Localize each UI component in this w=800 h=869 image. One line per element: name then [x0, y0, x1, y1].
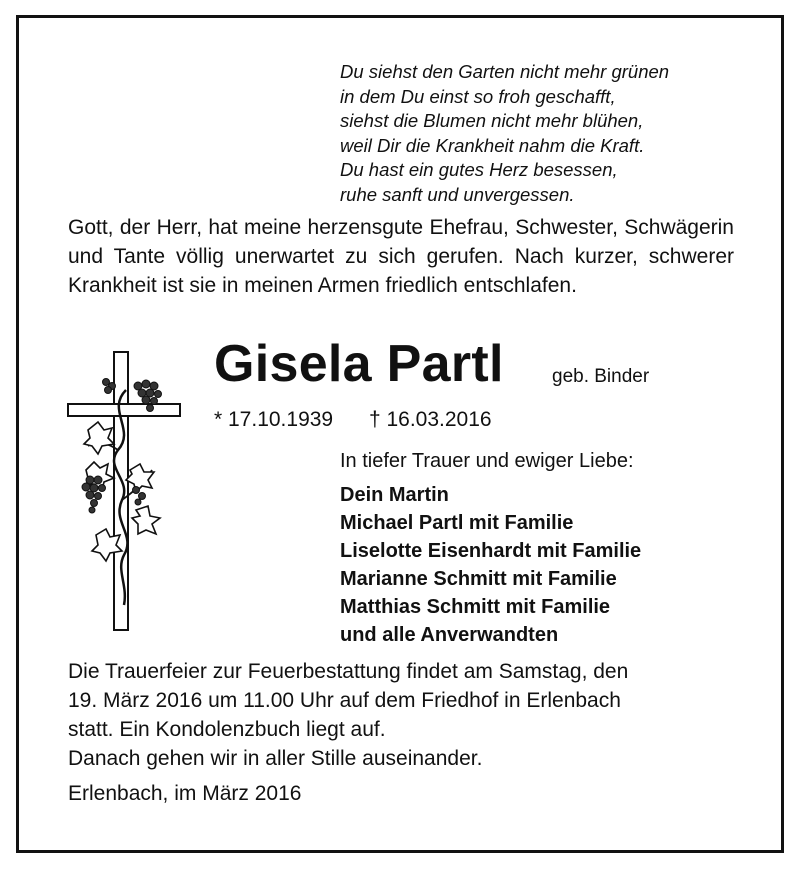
poem-line: siehst die Blumen nicht mehr blühen,: [340, 110, 644, 131]
service-line: Die Trauerfeier zur Feuerbestattung findet am Samstag, den: [68, 660, 629, 683]
poem-line: weil Dir die Krankheit nahm die Kraft.: [340, 134, 645, 156]
service-line: 19. März 2016 um 11.00 Uhr auf dem Friedhof in Erlenbach: [68, 689, 621, 712]
mourning-line: In tiefer Trauer und ewiger Liebe:: [340, 450, 634, 472]
family-member: Dein Martin: [340, 484, 449, 506]
poem: [340, 60, 669, 207]
family-member: und alle Anverwandten: [340, 624, 559, 646]
poem-line: ruhe sanft und unvergessen.: [340, 183, 575, 205]
service-line: statt. Ein Kondolenzbuch liegt auf.: [68, 718, 386, 741]
maiden-name: geb. Binder: [552, 366, 650, 387]
place-date: Erlenbach, im März 2016: [68, 782, 302, 805]
family-list: [340, 481, 641, 649]
service-info: [68, 657, 734, 773]
poem-line: Du siehst den Garten nicht mehr grünen: [340, 61, 670, 82]
intro-text: Gott, der Herr, hat meine herzensgute Ehefrau, Schwester, Schwägerin und Tante völlig unerwartet zu sich gerufen. Nach kurzer, schwerer Krankheit ist sie in meinen Armen friedlich entschlafen.: [68, 216, 734, 297]
poem-line: in dem Du einst so froh geschafft,: [340, 85, 616, 107]
family-member: Marianne Schmitt mit Familie: [340, 568, 617, 590]
life-dates: [214, 408, 492, 432]
family-member: Liselotte Eisenhardt mit Familie: [340, 540, 642, 562]
family-member: Matthias Schmitt mit Familie: [340, 596, 611, 618]
birth-date: * 17.10.1939: [214, 408, 334, 431]
cross-with-grapevine-icon: [66, 350, 184, 637]
family-member: Michael Partl mit Familie: [340, 512, 574, 534]
poem-line: Du hast ein gutes Herz besessen,: [340, 159, 618, 180]
service-line: Danach gehen wir in aller Stille auseinander.: [68, 747, 483, 770]
death-date: † 16.03.2016: [368, 408, 492, 431]
deceased-name: Gisela Partl: [214, 335, 504, 393]
